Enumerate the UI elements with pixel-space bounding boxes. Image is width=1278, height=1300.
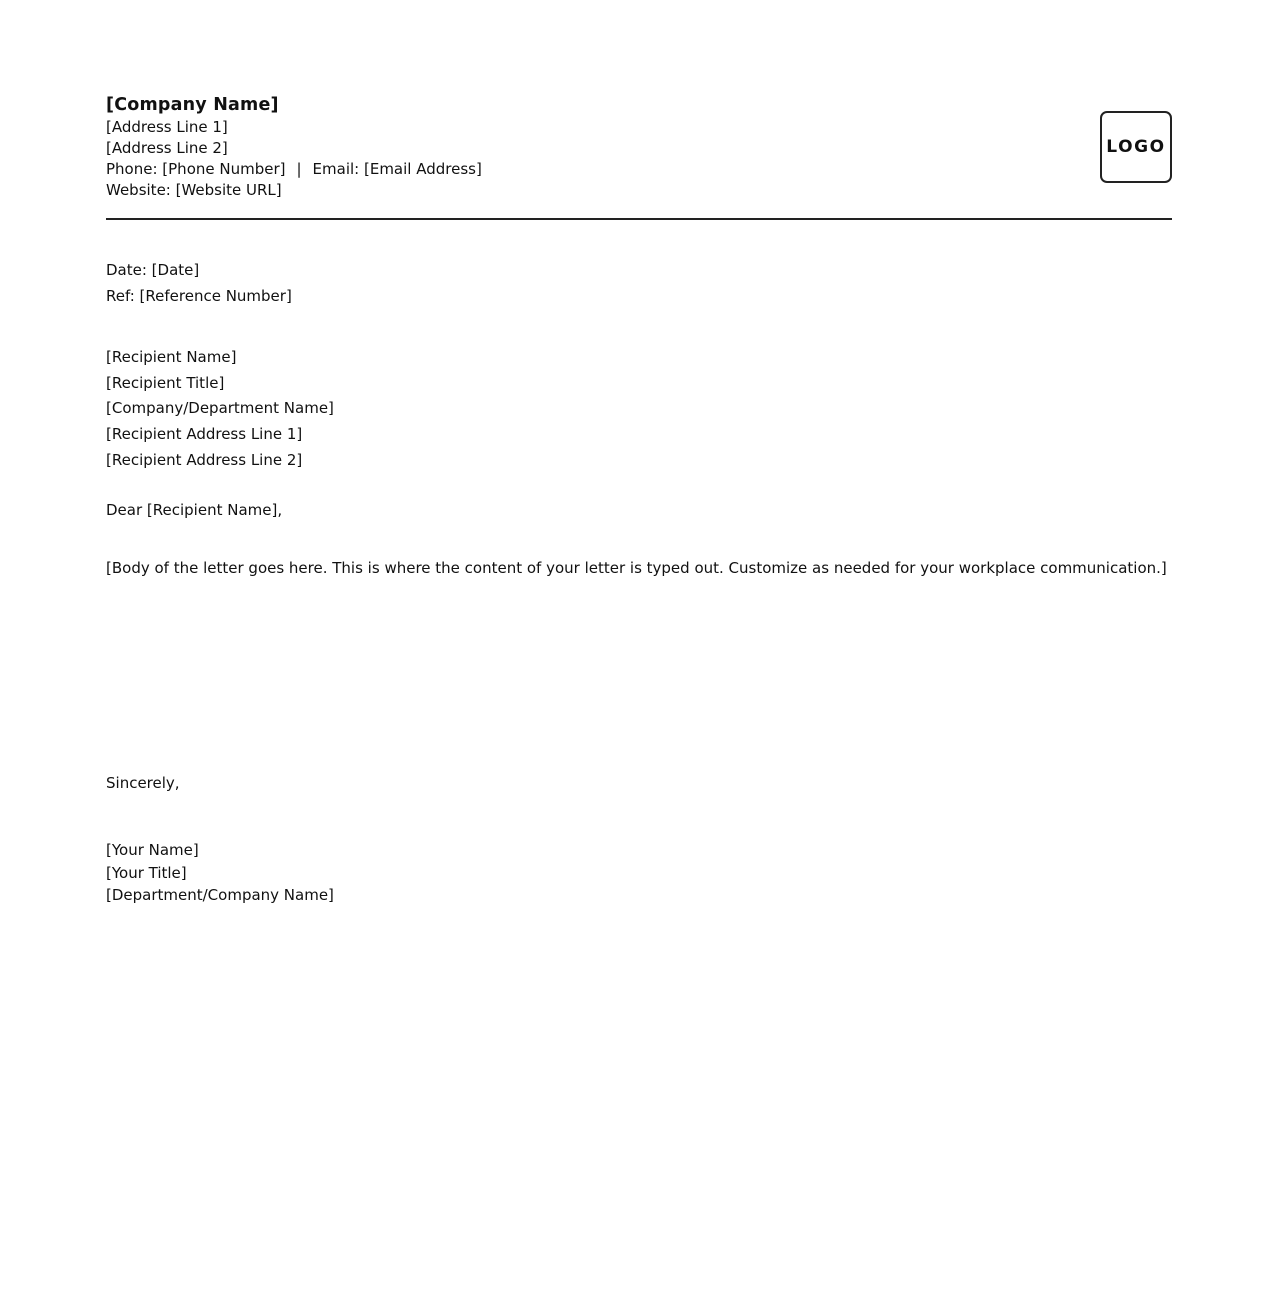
signature-title: [Your Title]	[106, 864, 187, 882]
recipient-address-line-1: [Recipient Address Line 1]	[106, 425, 303, 443]
company-phone: Phone: [Phone Number]	[106, 160, 286, 178]
header-divider	[106, 218, 1172, 220]
signature-name: [Your Name]	[106, 841, 199, 859]
letter-body: [Body of the letter goes here. This is where the content of your letter is typed out. Customize as needed for your workplace communication.]	[106, 559, 1167, 577]
company-website: Website: [Website URL]	[106, 181, 282, 199]
recipient-company: [Company/Department Name]	[106, 399, 334, 417]
signature-department: [Department/Company Name]	[106, 886, 334, 904]
letterhead	[106, 93, 1172, 220]
company-address-line-1: [Address Line 1]	[106, 118, 228, 136]
company-contact-line	[106, 159, 1172, 180]
letter-reference: Ref: [Reference Number]	[106, 287, 292, 305]
company-address-line-2: [Address Line 2]	[106, 139, 228, 157]
recipient-name: [Recipient Name]	[106, 348, 237, 366]
letter-date: Date: [Date]	[106, 261, 200, 279]
company-name: [Company Name]	[106, 95, 279, 115]
company-email: Email: [Email Address]	[312, 160, 482, 178]
recipient-address-line-2: [Recipient Address Line 2]	[106, 451, 303, 469]
logo-text: LOGO	[1106, 137, 1166, 157]
closing: Sincerely,	[106, 774, 180, 792]
logo-placeholder	[1100, 111, 1172, 183]
salutation: Dear [Recipient Name],	[106, 501, 283, 519]
contact-separator: |	[296, 160, 302, 178]
recipient-title: [Recipient Title]	[106, 374, 225, 392]
